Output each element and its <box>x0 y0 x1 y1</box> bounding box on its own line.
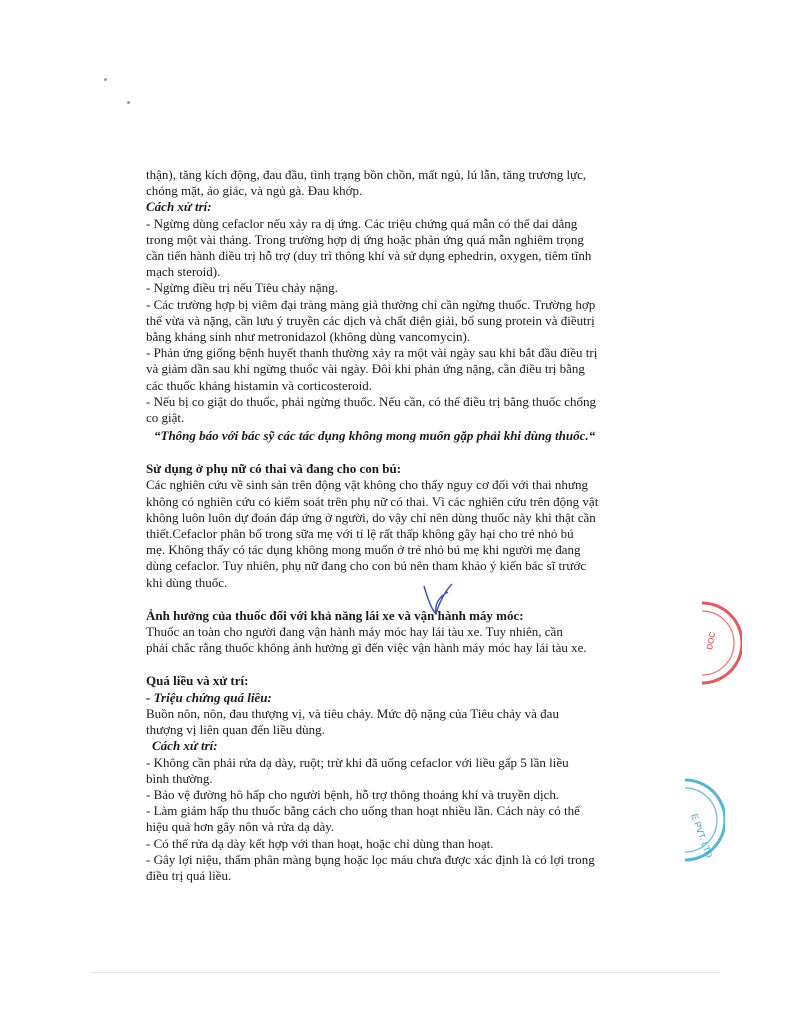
text-line: - Gây lợi niệu, thẩm phân màng bụng hoặc lọc máu chưa được xác định là có lợi trong <box>146 851 595 867</box>
text-line: - Các trường hợp bị viêm đại tràng màng giả thường chỉ cần ngừng thuốc. Trường hợp <box>146 296 596 312</box>
document-body <box>146 167 666 884</box>
text-line: co giật. <box>146 410 185 426</box>
text-line: mạch steroid). <box>146 264 221 280</box>
text-line: hiệu quả hơn gây nôn và rửa dạ dày. <box>146 819 335 835</box>
text-line: dùng cefaclor. Tuy nhiên, phụ nữ đang cho con bú nên tham khảo ý kiến bác sĩ trước <box>146 558 587 574</box>
blue-stamp-text: E PVT. LTD <box>689 812 715 860</box>
text-line: và giảm dần sau khi ngừng thuốc vài ngày. Đôi khi phản ứng nặng, cần điều trị bằng <box>146 361 585 377</box>
page-bottom-rule <box>90 972 720 973</box>
text-line: khi dùng thuốc. <box>146 574 228 590</box>
section-heading: Quá liều và xử trí: <box>146 673 249 689</box>
text-line: mẹ. Không thấy có tác dụng không mong muốn ở trẻ nhỏ bú mẹ khi người mẹ đang <box>146 542 581 558</box>
red-stamp <box>662 598 742 688</box>
section-heading: Ảnh hưởng của thuốc đối với khả năng lái xe và vận hành máy móc: <box>146 607 524 623</box>
text-line: không có nghiên cứu có kiểm soát trên phụ nữ có thai. Vì các nghiên cứu trên động vật <box>146 493 599 509</box>
text-line: bình thường. <box>146 770 213 786</box>
text-line: các thuốc kháng histamin và corticosteroid. <box>146 377 372 393</box>
text-line: thể vừa và nặng, cần lưu ý truyền các dịch và chất điện giải, bổ sung protein và điềutrị <box>146 312 595 328</box>
text-line: điều trị quá liều. <box>146 867 232 883</box>
sub-heading: - Triệu chứng quá liều: <box>146 689 272 705</box>
text-line: thiết.Cefaclor phân bố trong sữa mẹ với tỉ lệ rất thấp không gây hại cho trẻ nhỏ bú <box>146 526 574 542</box>
text-line: thận), tăng kích động, đau đầu, tình trạng bồn chồn, mất ngủ, lú lẫn, tăng trương lực, <box>146 167 587 182</box>
text-line: - Làm giảm hấp thu thuốc bằng cách cho uống than hoạt nhiều lần. Cách này có thể <box>146 803 580 819</box>
scan-speck <box>127 101 130 104</box>
red-stamp-text: DOC <box>705 631 718 651</box>
sub-heading: Cách xử trí: <box>152 738 218 754</box>
text-line: - Ngừng dùng cefaclor nếu xảy ra dị ứng. Các triệu chứng quá mẫn có thể dai dẳng <box>146 215 578 231</box>
section-heading: Sử dụng ở phụ nữ có thai và đang cho con bú: <box>146 461 402 477</box>
text-line: Thuốc an toàn cho người đang vận hành máy móc hay lái tàu xe. Tuy nhiên, cần <box>146 624 563 640</box>
text-line: - Không cần phải rửa dạ dày, ruột; trừ khi đã uống cefaclor với liều gấp 5 lần liều <box>146 754 569 770</box>
text-line: Các nghiên cứu về sinh sản trên động vật không cho thấy nguy cơ đối với thai nhưng <box>146 477 588 493</box>
text-line: phải chắc rằng thuốc không ảnh hưởng gì đến việc vận hành máy móc hay lái tàu xe. <box>146 640 587 656</box>
text-line: cần tiến hành điều trị hỗ trợ (duy trì thông khí và sử dụng ephedrin, oxygen, tiêm tĩnh <box>146 248 592 264</box>
scan-speck <box>104 78 107 81</box>
text-line: bằng kháng sinh như metronidazol (không dùng vancomycin). <box>146 329 471 345</box>
notice-quote: “Thông báo với bác sỹ các tác dụng không mong muốn gặp phải khi dùng thuốc.“ <box>154 428 596 444</box>
blue-stamp <box>655 775 725 865</box>
text-line: - Phản ứng giống bệnh huyết thanh thường xảy ra một vài ngày sau khi bắt đầu điều trị <box>146 345 598 361</box>
text-line: - Có thể rửa dạ dày kết hợp với than hoạt, hoặc chỉ dùng than hoạt. <box>146 835 494 851</box>
text-line: chóng mặt, ảo giác, và ngủ gà. Đau khớp. <box>146 183 363 199</box>
text-line: Buồn nôn, nôn, đau thượng vị, và tiêu chảy. Mức độ nặng của Tiêu chảy và đau <box>146 705 559 721</box>
section-heading: Cách xử trí: <box>146 199 212 215</box>
text-line: trong một vài tháng. Trong trường hợp dị ứng hoặc phản ứng quá mẫn nghiêm trọng <box>146 231 584 247</box>
text-line: thượng vị liên quan đến liều dùng. <box>146 722 325 738</box>
text-line: - Bảo vệ đường hô hấp cho người bệnh, hỗ trợ thông thoáng khí và truyền dịch. <box>146 786 560 802</box>
text-line: - Nếu bị co giật do thuốc, phải ngừng thuốc. Nếu cần, có thể điều trị bằng thuốc chống <box>146 393 597 409</box>
text-line: không luôn luôn dự đoán đáp ứng ở người, do vậy chỉ nên dùng thuốc này khi thật cần <box>146 509 596 525</box>
signature-mark <box>418 580 458 620</box>
text-line: - Ngừng điều trị nếu Tiêu chảy nặng. <box>146 280 338 296</box>
